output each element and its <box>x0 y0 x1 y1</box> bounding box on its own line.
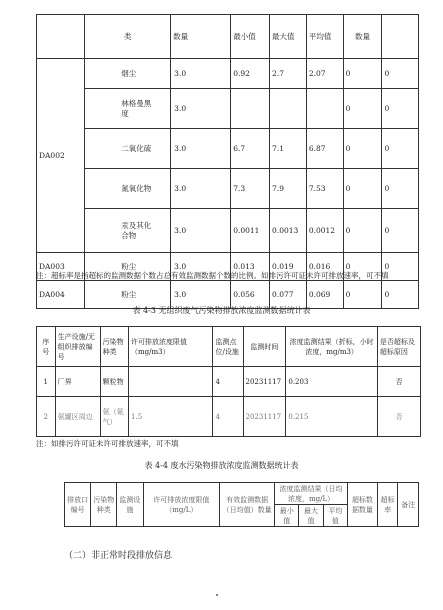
header-cell: 污染物种类 <box>91 483 117 527</box>
exceed-cell: 否 <box>377 397 420 437</box>
header-cell: 序号 <box>37 327 56 367</box>
value-cell: 0 <box>343 169 382 209</box>
exceed-cell: 否 <box>377 367 420 397</box>
value-cell: 0.077 <box>270 281 307 309</box>
header-cell: 监测设施 <box>117 483 143 527</box>
table-row <box>37 367 421 397</box>
value-cell: 3.0 <box>171 209 231 253</box>
header-cell: 浓度监测结果（日均浓度，mg/L） <box>275 483 348 505</box>
page-dot <box>216 594 218 596</box>
seq-cell: 2 <box>37 397 56 437</box>
value-cell: 0 <box>343 281 382 309</box>
value-cell: 7.1 <box>270 129 307 169</box>
value-cell <box>270 89 307 129</box>
value-cell: 7.53 <box>306 169 343 209</box>
pollutant-cell: 汞及其化合物 <box>85 209 171 253</box>
value-cell: 0 <box>343 129 382 169</box>
value-cell: 0 <box>382 59 419 89</box>
value-cell: 0 <box>382 209 419 253</box>
header-cell: 平均值 <box>323 505 347 527</box>
value-cell: 0.056 <box>231 281 270 309</box>
result-cell: 0.203 <box>286 367 378 397</box>
value-cell: 0.0012 <box>306 209 343 253</box>
header-cell: 数量 <box>343 15 382 59</box>
value-cell: 0 <box>343 59 382 89</box>
value-cell: 0 <box>382 169 419 209</box>
pollutant-cell: 粉尘 <box>85 281 171 309</box>
section-title: （二）非正常时段排放信息 <box>64 551 173 561</box>
value-cell: 0 <box>343 209 382 253</box>
time-cell: 20231117 <box>243 397 286 437</box>
value-cell: 0.0011 <box>231 209 270 253</box>
table-row <box>37 89 419 129</box>
point-cell: 4 <box>213 397 243 437</box>
value-cell: 3.0 <box>171 89 231 129</box>
header-cell: 超标率 <box>377 483 398 527</box>
header-cell: 生产设施/无组织排放编号 <box>55 327 100 367</box>
result-cell: 0.215 <box>286 397 378 437</box>
value-cell: 2.07 <box>306 59 343 89</box>
table-row <box>37 169 419 209</box>
table-row <box>37 59 419 89</box>
wastewater-emission-table <box>64 482 419 527</box>
facility-cell: 氨罐区周边 <box>55 397 100 437</box>
table-row <box>37 209 419 253</box>
header-cell: 许可排放浓度限值（mg/L） <box>143 483 220 527</box>
pollutant-cell: 氨（氨气） <box>100 397 128 437</box>
outlet-cell: DA002 <box>37 59 85 253</box>
header-cell: 最大值 <box>270 15 307 59</box>
pollutant-cell: 粉尘 <box>85 253 171 281</box>
header-cell: 数量 <box>171 15 231 59</box>
value-cell: 3.0 <box>171 169 231 209</box>
header-cell: 最小值 <box>231 15 270 59</box>
value-cell: 0 <box>382 253 419 281</box>
header-cell: 监测点位/设施 <box>213 327 243 367</box>
value-cell: 0 <box>382 281 419 309</box>
air-emission-stats-table <box>36 14 419 309</box>
header-cell: 浓度监测结果（折标，小时浓度，mg/m3） <box>286 327 378 367</box>
value-cell: 0.019 <box>270 253 307 281</box>
pollutant-cell: 林格曼黑度 <box>85 89 171 129</box>
header-cell: 是否超标及超标原因 <box>377 327 420 367</box>
header-cell: 最大值 <box>299 505 323 527</box>
value-cell: 0 <box>343 89 382 129</box>
header-cell: 污染物种类 <box>100 327 128 367</box>
table3-title: 表 4-4 废水污染物排放浓度监测数据统计表 <box>144 461 299 470</box>
value-cell: 0 <box>343 253 382 281</box>
value-cell: 6.7 <box>231 129 270 169</box>
table-row <box>37 397 421 437</box>
value-cell <box>231 89 270 129</box>
outlet-cell: DA004 <box>37 281 85 309</box>
header-cell: 最小值 <box>275 505 299 527</box>
header-cell: 排放口编号 <box>65 483 91 527</box>
value-cell: 7.3 <box>231 169 270 209</box>
table-header-row <box>37 327 421 367</box>
value-cell: 6.87 <box>306 129 343 169</box>
value-cell: 0.069 <box>306 281 343 309</box>
table2-title: 表 4-3 无组织废气污染物排放浓度监测数据统计表 <box>132 306 311 315</box>
value-cell: 0.0013 <box>270 209 307 253</box>
header-cell: 监测时间 <box>243 327 286 367</box>
seq-cell: 1 <box>37 367 56 397</box>
header-cell: 超标数据数量 <box>347 483 377 527</box>
value-cell: 0.016 <box>306 253 343 281</box>
table-header-row <box>65 483 419 505</box>
value-cell: 0.92 <box>231 59 270 89</box>
facility-cell: 厂界 <box>55 367 100 397</box>
value-cell: 7.9 <box>270 169 307 209</box>
limit-cell: 1.5 <box>129 397 213 437</box>
value-cell: 0 <box>382 129 419 169</box>
header-cell: 备注 <box>398 483 419 527</box>
pollutant-cell: 颗粒物 <box>100 367 128 397</box>
header-cell <box>37 15 85 59</box>
limit-cell <box>129 367 213 397</box>
value-cell: 3.0 <box>171 129 231 169</box>
value-cell <box>306 89 343 129</box>
table-header-row <box>37 15 419 59</box>
fugitive-emission-table <box>36 326 421 437</box>
table-row <box>37 129 419 169</box>
value-cell: 0 <box>382 89 419 129</box>
table2-note: 注：如排污许可证未许可排放速率，可不填 <box>36 439 179 448</box>
point-cell: 4 <box>213 367 243 397</box>
value-cell: 3.0 <box>171 253 231 281</box>
value-cell: 0.013 <box>231 253 270 281</box>
pollutant-cell: 氮氧化物 <box>85 169 171 209</box>
outlet-cell: DA003 <box>37 253 85 281</box>
pollutant-cell: 烟尘 <box>85 59 171 89</box>
value-cell: 3.0 <box>171 59 231 89</box>
value-cell: 2.7 <box>270 59 307 89</box>
header-cell: 平均值 <box>306 15 343 59</box>
time-cell: 20231117 <box>243 367 286 397</box>
value-cell: 3.0 <box>171 281 231 309</box>
header-cell <box>382 15 419 59</box>
header-cell: 类 <box>85 15 171 59</box>
pollutant-cell: 二氧化硫 <box>85 129 171 169</box>
header-cell: 许可排放浓度限值（mg/m3） <box>129 327 213 367</box>
header-cell: 有效监测数据（日均值）数量 <box>220 483 275 527</box>
table1-note: 注：超标率是指超标的监测数据个数占总有效监测数据个数的比例。如排污许可证未许可排放速率，可不填 <box>36 271 389 280</box>
